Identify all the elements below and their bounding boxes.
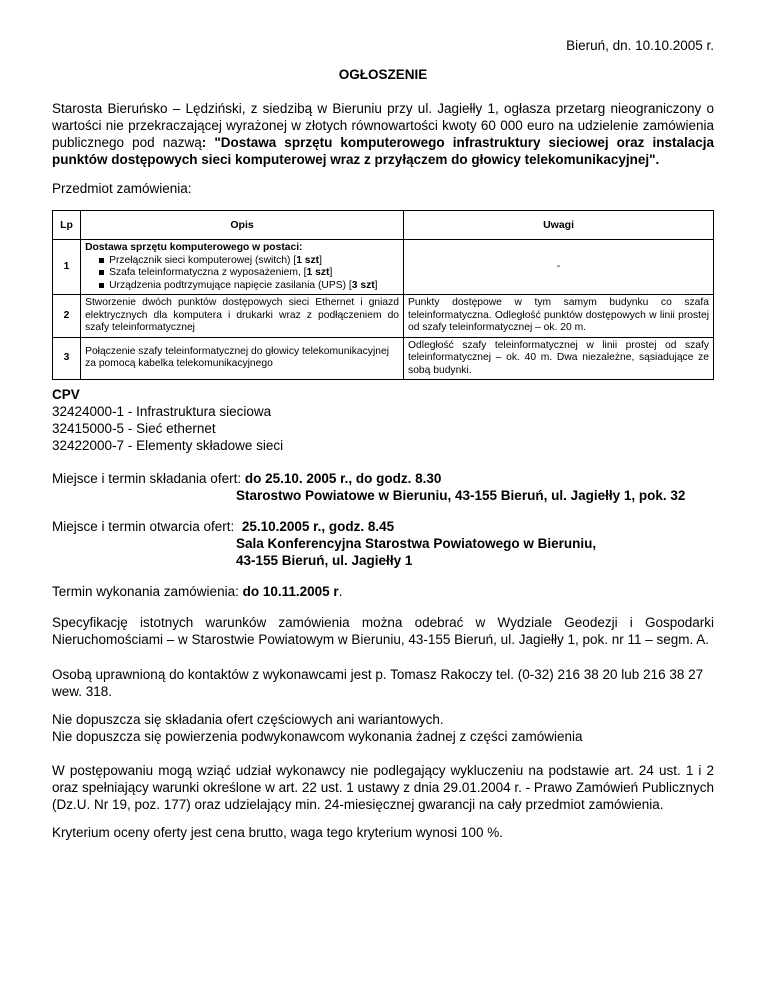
tender-name: "Dostawa sprzętu komputerowego infrastruktury sieciowej oraz instalacja punktów dostępowych sieci komputerowej wraz z przyłączem do głowicy telekomunikacyjnej". <box>52 135 715 167</box>
place-date: Bieruń, dn. 10.10.2005 r. <box>566 38 714 53</box>
row-3-uwagi: Odległość szafy teleinformatycznej w linii prostej od szafy teleinformatycznej – ok. 40 m. Dwa niezależne, sąsiadujące ze sobą budynki. <box>404 337 714 380</box>
contact-section <box>52 666 714 700</box>
opening-label: Miejsce i termin otwarcia ofert: <box>52 519 235 534</box>
opening-section <box>52 518 714 569</box>
row-2-lp: 2 <box>53 295 81 338</box>
contact-paragraph: Osobą uprawnioną do kontaktów z wykonawcami jest p. Tomasz Rakoczy tel. (0-32) 216 38 20 lub 216 38 27 <box>52 667 704 682</box>
opening-place: Sala Konferencyjna Starostwa Powiatowego w Bieruniu, <box>236 536 597 551</box>
list-item: Przełącznik sieci komputerowej (switch) [1 szt] <box>99 255 399 268</box>
submission-date: do 25.10. 2005 r., do godz. 8.30 <box>244 471 442 486</box>
row-3-lp: 3 <box>53 337 81 380</box>
deadline-label: Termin wykonania zamówienia: <box>52 584 239 599</box>
row-1-lp: 1 <box>53 240 81 295</box>
subject-label: Przedmiot zamówienia: <box>52 181 192 196</box>
eligibility-paragraph: W postępowaniu mogą wziąć udział wykonawcy nie podlegający wykluczeniu na podstawie art. 24 ust. 1 i 2 oraz spełniający warunki określone w art. 22 ust. 1 ustawy z dnia 29.01.2004 r. - Prawo Zamówień Publicznych (Dz.U. Nr 19, poz. 177) oraz udzielający min. 24-miesięcznej gwarancji na cały przedmiot zamówienia. <box>52 763 714 812</box>
specification-paragraph: Specyfikację istotnych warunków zamówienia można odebrać w Wydziale Geodezji i Gospodarki Nieruchomościami – w Starostwie Powiatowym w Bieruniu, 43-155 Bieruń, ul. Jagiełły 1, pok. nr 11 – segm. A. <box>52 615 714 647</box>
row-1-opis-title: Dostawa sprzętu komputerowego w postaci: <box>85 242 303 253</box>
intro-paragraph <box>52 100 714 168</box>
intro-text: Starosta Bieruńsko – Lędziński, z siedzibą w Bieruniu przy ul. Jagiełły 1, ogłasza przetarg nieograniczony o wartości nie przekraczającej wyrażonej w złotych równowartości kwoty 60 000 euro na udzielenie zamówienia publicznego pod nazwą <box>52 101 714 150</box>
document-title: OGŁOSZENIE <box>338 67 428 82</box>
cpv-title: CPV <box>52 387 80 402</box>
list-item: Szafa teleinformatyczna z wyposażeniem, [1 szt] <box>99 267 399 280</box>
no-subcontracting: Nie dopuszcza się powierzenia podwykonawcom wykonania żadnej z części zamówienia <box>52 729 583 744</box>
cpv-section <box>52 386 283 454</box>
no-partial-offers: Nie dopuszcza się składania ofert częściowych ani wariantowych. <box>52 712 444 727</box>
cpv-code: 32415000-5 - Sieć ethernet <box>52 421 216 436</box>
submission-section <box>52 470 714 504</box>
cpv-code: 32422000-7 - Elementy składowe sieci <box>52 438 284 453</box>
row-2-uwagi: Punkty dostępowe w tym samym budynku co szafa teleinformatyczna. Odległość punktów dostępowych w linii prostej od szafy teleinformatycznej – ok. 20 m. <box>404 295 714 338</box>
submission-label: Miejsce i termin składania ofert: <box>52 471 242 486</box>
table-header-row <box>53 211 714 240</box>
header-opis: Opis <box>81 211 404 240</box>
opening-date: 25.10.2005 r., godz. 8.45 <box>241 519 395 534</box>
criterion-paragraph: Kryterium oceny oferty jest cena brutto, waga tego kryterium wynosi 100 %. <box>52 825 503 840</box>
row-2-opis: Stworzenie dwóch punktów dostępowych sieci Ethernet i gniazd elektrycznych dla komputera i drukarki wraz z podłączeniem do szafy teleinformatycznej <box>81 295 404 338</box>
submission-place: Starostwo Powiatowe w Bieruniu, 43-155 Bieruń, ul. Jagiełły 1, pok. 32 <box>236 488 686 503</box>
row-1-opis <box>81 240 404 295</box>
deadline-value: do 10.11.2005 r <box>242 584 339 599</box>
table-row <box>53 337 714 380</box>
equipment-list <box>85 255 399 293</box>
cpv-code: 32424000-1 - Infrastruktura sieciowa <box>52 404 272 419</box>
header-lp: Lp <box>53 211 81 240</box>
row-1-uwagi: - <box>404 240 714 295</box>
header-uwagi: Uwagi <box>404 211 714 240</box>
intro-colon: : <box>201 135 207 150</box>
list-item: Urządzenia podtrzymujące napięcie zasilania (UPS) [3 szt] <box>99 280 399 293</box>
subject-table <box>52 210 714 380</box>
restrictions-section <box>52 711 714 745</box>
opening-address: 43-155 Bieruń, ul. Jagiełły 1 <box>236 553 413 568</box>
row-3-opis: Połączenie szafy teleinformatycznej do głowicy telekomunikacyjnej za pomocą kabelka telekomunikacyjnego <box>81 337 404 380</box>
contact-extension: wew. 318. <box>52 684 113 699</box>
table-row <box>53 295 714 338</box>
table-row <box>53 240 714 295</box>
deadline-line: Termin wykonania zamówienia: do 10.11.2005 r. <box>52 584 343 599</box>
